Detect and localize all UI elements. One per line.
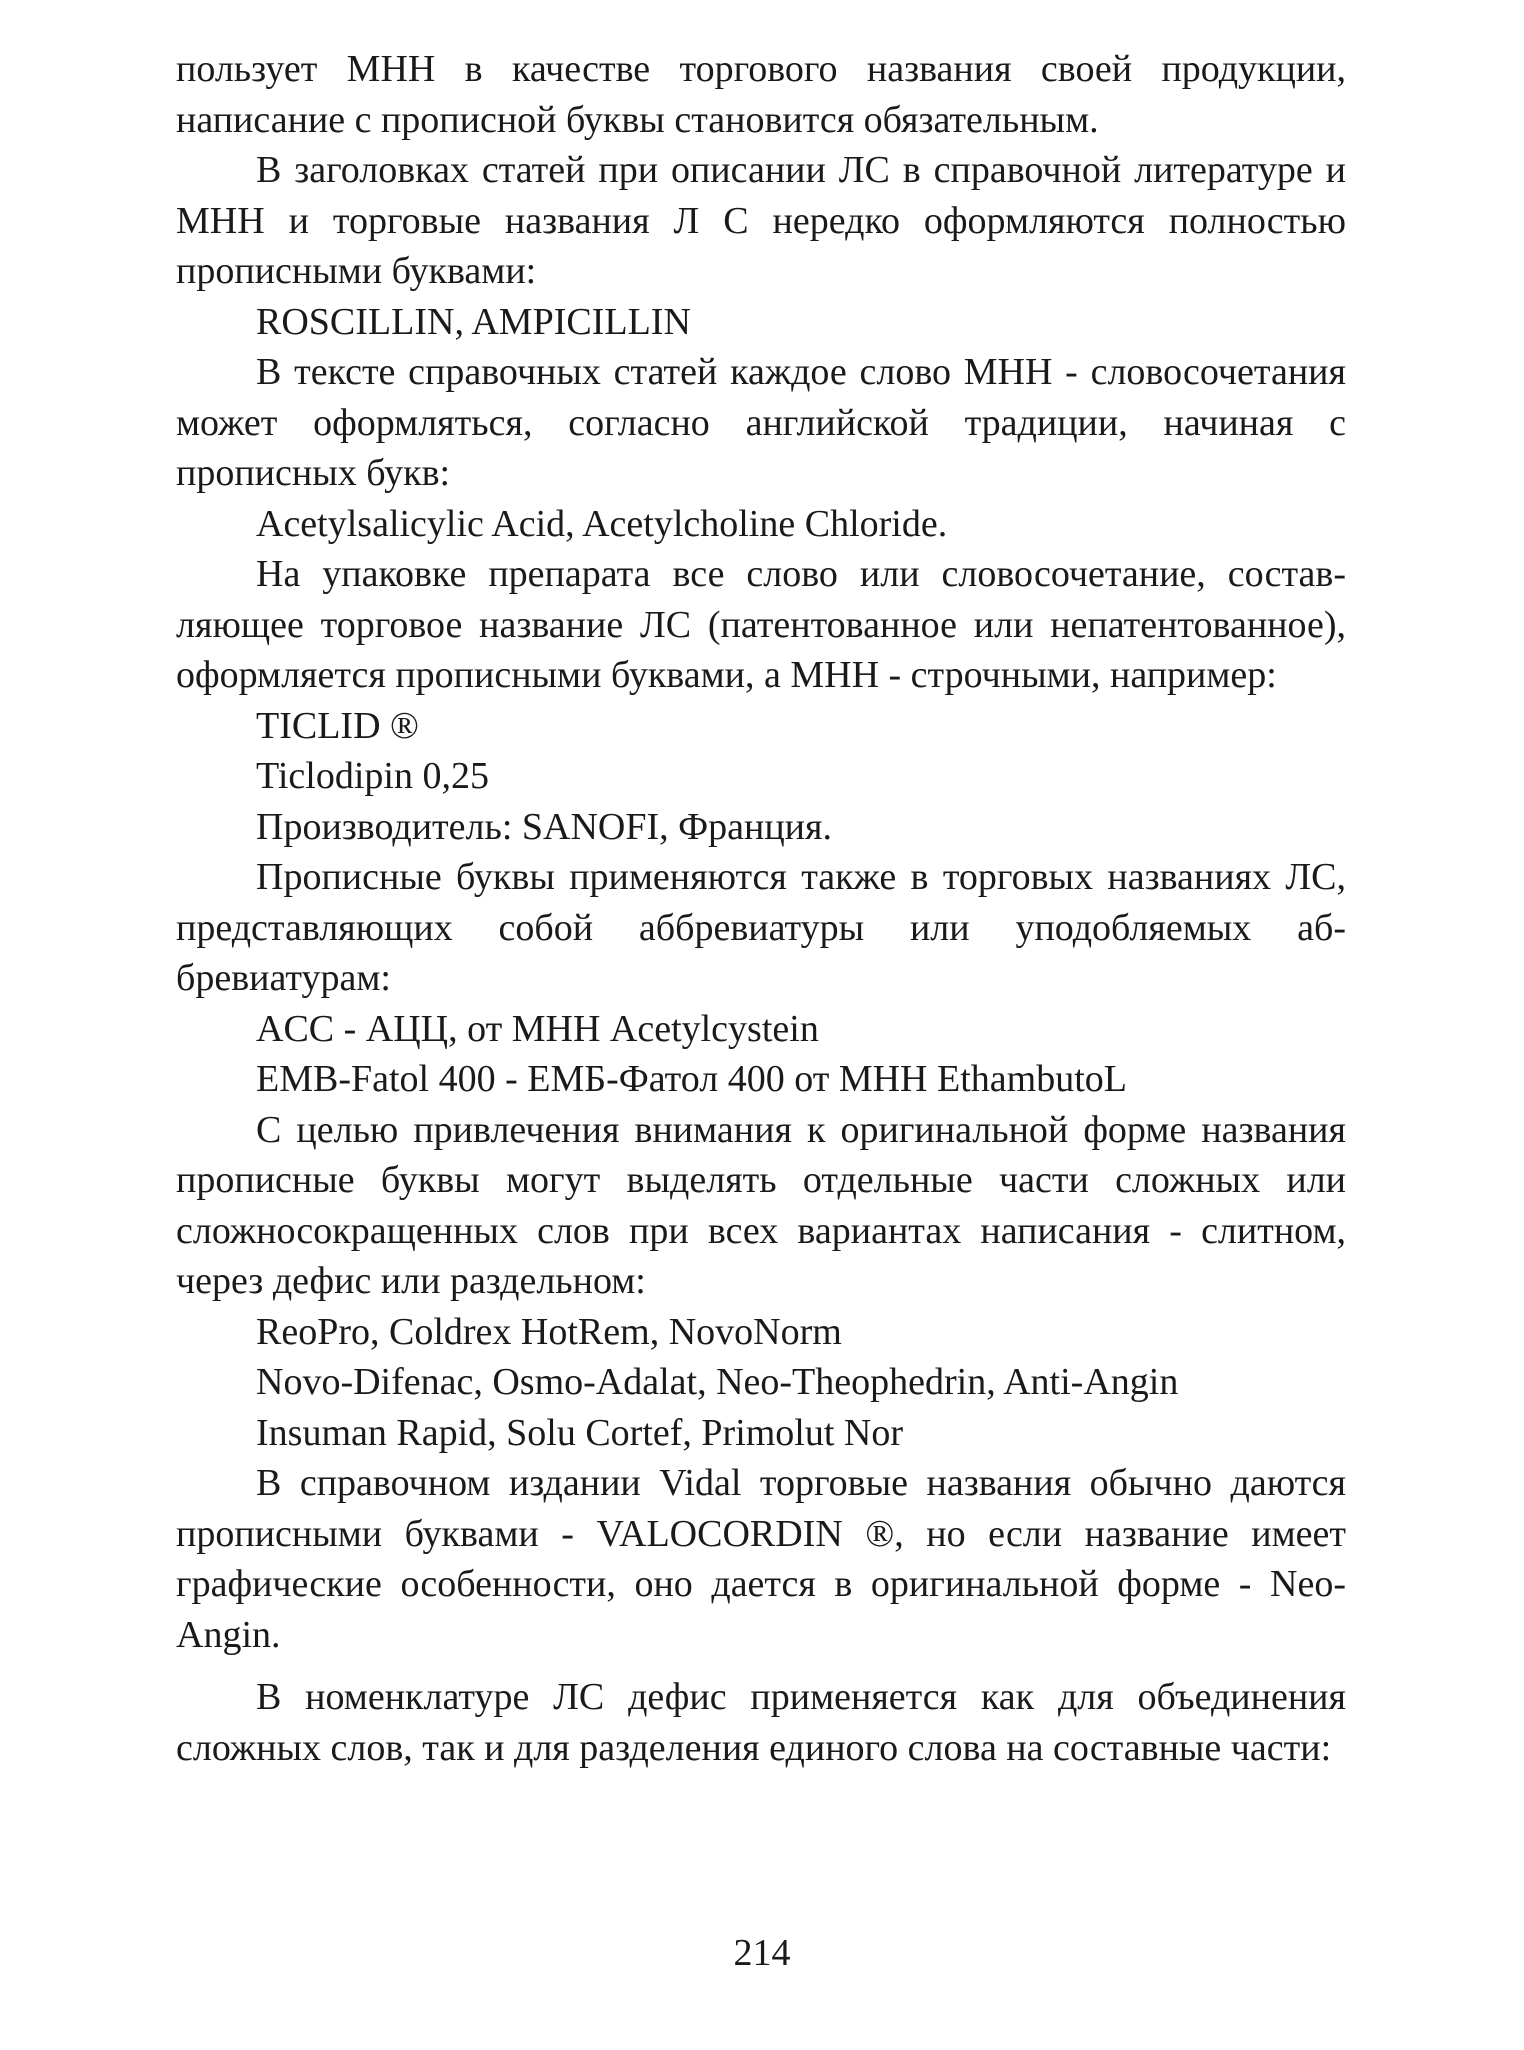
paragraph: пользует МНН в качестве торгового названия своей продукции, написание с прописной буквы становится обязательным.: [176, 48, 1346, 141]
example-line: ACC - АЦЦ, от МНН Acetylcystein: [256, 1007, 819, 1050]
example-line: TICLID ®: [256, 704, 419, 747]
paragraph: В номенклатуре ЛС дефис применяется как для объединения сложных слов, так и для разделения единого слова на составные части:: [176, 1676, 1346, 1769]
paragraph: В заголовках статей при описании ЛС в справочной литературе и МНН и торговые названия Л С нередко оформляются полностью прописными буквами:: [176, 149, 1346, 292]
paragraph: На упаковке препарата все слово или словосочетание, составляющее торговое название ЛС (патентованное или непатентованное), оформляется прописными буквами, а МНН - строчными, например:: [176, 553, 1346, 696]
paragraph: В справочном издании Vidal торговые названия обычно даются прописными буквами - VALOCORDIN ®, но если название имеет графические особенности, оно дается в оригинальной форме - Neo-Angin.: [176, 1462, 1346, 1656]
example-line: Novo-Difenac, Osmo-Adalat, Neo-Theophedrin, Anti-Angin: [256, 1361, 1179, 1403]
example-line: Ticlodipin 0,25: [256, 755, 489, 797]
example-line: Производитель: SANOFI, Франция.: [256, 805, 832, 848]
paragraph: В тексте справочных статей каждое слово МНН - словосочетания может оформляться, согласно английской традиции, начиная с прописных букв:: [176, 351, 1346, 494]
paragraph: С целью привлечения внимания к оригинальной форме названия прописные буквы могут выделять отдельные части сложных или сложносокращенных слов при всех вариантах написания - слитном, через дефис или раздельном:: [176, 1108, 1346, 1302]
example-line: Insuman Rapid, Solu Cortef, Primolut Nor: [256, 1411, 904, 1454]
example-line: Acetylsalicylic Acid, Acetylcholine Chloride.: [256, 502, 948, 545]
paragraph: Прописные буквы применяются также в торговых названиях ЛС, представляющих собой аббревиатуры или уподобляемых аббревиатурам:: [176, 856, 1346, 999]
example-line: ReoPro, Coldrex HotRem, NovoNorm: [256, 1310, 842, 1353]
page-number: 214: [733, 1932, 791, 1974]
example-line: EMB-Fatol 400 - ЕМБ-Фатол 400 от МНН EthambutoL: [256, 1058, 1127, 1100]
page-body: [176, 44, 1346, 1773]
example-line: ROSCILLIN, AMPICILLIN: [256, 300, 691, 343]
